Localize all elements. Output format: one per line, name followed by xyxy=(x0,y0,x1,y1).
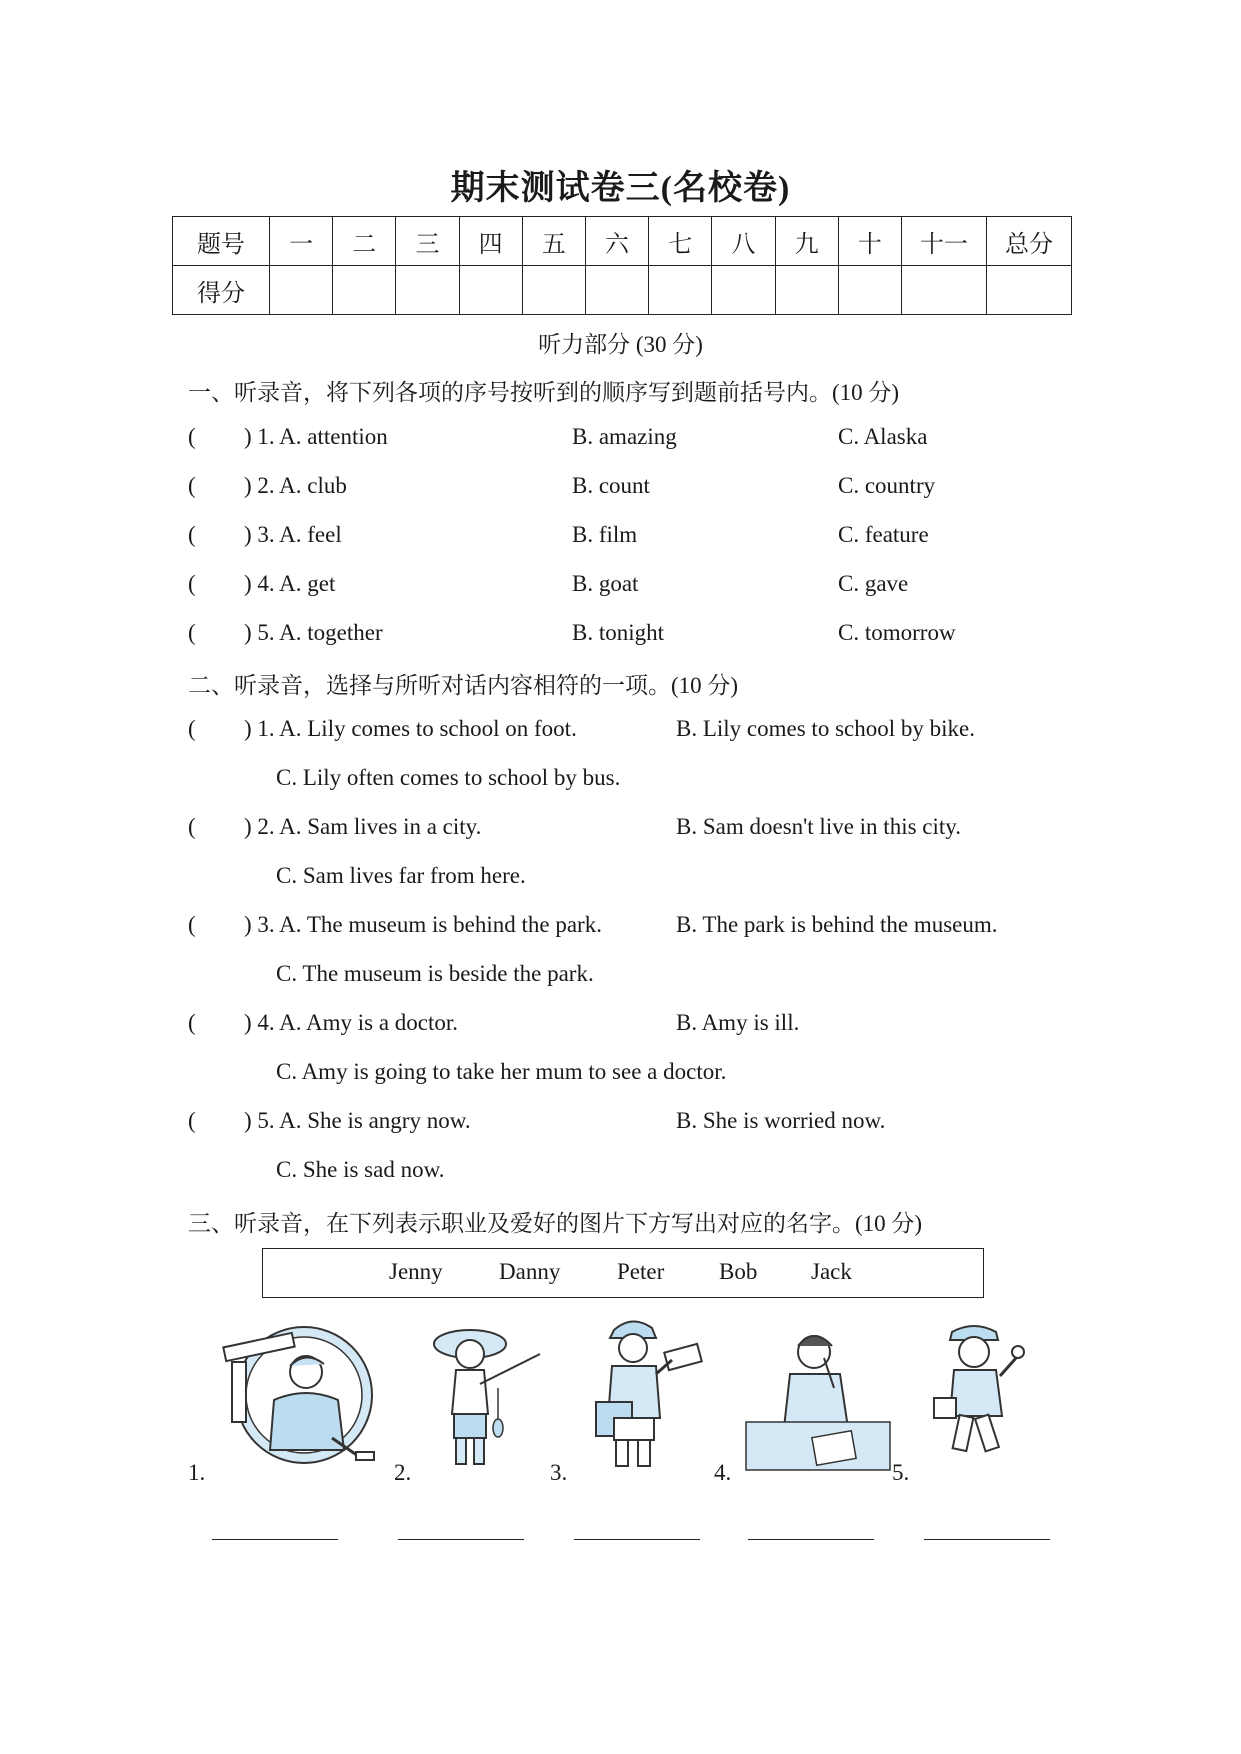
score-input-cell[interactable] xyxy=(649,266,712,315)
option-b: B. film xyxy=(572,522,638,547)
option-a: ) 3. A. The museum is behind the park. xyxy=(244,912,602,937)
table-cell: 七 xyxy=(649,217,712,266)
section3-heading: 三、听录音，在下列表示职业及爱好的图片下方写出对应的名字。(10 分) xyxy=(188,1211,923,1236)
answer-blank[interactable] xyxy=(398,1538,524,1540)
table-cell: 三 xyxy=(396,217,459,266)
answer-bracket[interactable]: ( xyxy=(188,1010,196,1035)
reporter-picture xyxy=(920,1312,1040,1472)
answer-bracket[interactable]: ( xyxy=(188,473,196,498)
name-word: Jack xyxy=(811,1259,852,1284)
option-c: C. Alaska xyxy=(838,424,928,449)
score-input-cell[interactable] xyxy=(270,266,333,315)
option-a: ) 4. A. Amy is a doctor. xyxy=(244,1010,459,1035)
table-cell: 九 xyxy=(775,217,838,266)
table-cell: 六 xyxy=(585,217,648,266)
score-input-cell[interactable] xyxy=(459,266,522,315)
option-a: ) 2. A. Sam lives in a city. xyxy=(244,814,482,839)
option-c: C. Lily often comes to school by bus. xyxy=(276,765,621,790)
table-cell: 十 xyxy=(838,217,901,266)
score-input-cell[interactable] xyxy=(522,266,585,315)
table-cell: 四 xyxy=(459,217,522,266)
option-b: B. Amy is ill. xyxy=(676,1010,800,1035)
answer-bracket[interactable]: ( xyxy=(188,424,196,449)
name-word: Jenny xyxy=(389,1259,443,1284)
score-input-cell[interactable] xyxy=(838,266,901,315)
name-word: Peter xyxy=(617,1259,665,1284)
score-table xyxy=(172,216,1072,315)
postman-picture xyxy=(576,1308,716,1474)
picture-number: 4. xyxy=(714,1460,732,1485)
table-cell: 十一 xyxy=(902,217,987,266)
name-word: Bob xyxy=(719,1259,758,1284)
score-table-score-row xyxy=(173,266,1072,315)
option-b: B. tonight xyxy=(572,620,665,645)
table-cell: 得分 xyxy=(173,266,270,315)
score-input-cell[interactable] xyxy=(333,266,396,315)
picture-number: 5. xyxy=(892,1460,910,1485)
picture-number: 3. xyxy=(550,1460,568,1485)
option-a: ) 2. A. club xyxy=(244,473,347,498)
score-table-header-row xyxy=(173,217,1072,266)
option-a: ) 1. A. attention xyxy=(244,424,388,449)
option-a: ) 5. A. together xyxy=(244,620,383,645)
table-cell: 五 xyxy=(522,217,585,266)
option-c: C. Sam lives far from here. xyxy=(276,863,526,888)
fishing-child-picture xyxy=(420,1314,550,1474)
receptionist-picture xyxy=(744,1318,892,1472)
option-b: B. Sam doesn't live in this city. xyxy=(676,814,962,839)
option-c: C. She is sad now. xyxy=(276,1157,445,1182)
option-a: ) 4. A. get xyxy=(244,571,336,596)
table-cell: 二 xyxy=(333,217,396,266)
page-title: 期末测试卷三(名校卷) xyxy=(450,170,791,207)
score-input-cell[interactable] xyxy=(585,266,648,315)
table-cell: 八 xyxy=(712,217,775,266)
score-input-cell[interactable] xyxy=(775,266,838,315)
option-a: ) 5. A. She is angry now. xyxy=(244,1108,471,1133)
table-cell: 题号 xyxy=(173,217,270,266)
answer-blank[interactable] xyxy=(924,1538,1050,1540)
option-b: B. goat xyxy=(572,571,639,596)
section1-heading: 一、听录音，将下列各项的序号按听到的顺序写到题前括号内。(10 分) xyxy=(188,380,900,405)
answer-blank[interactable] xyxy=(748,1538,874,1540)
score-input-cell[interactable] xyxy=(902,266,987,315)
option-c: C. Amy is going to take her mum to see a doctor. xyxy=(276,1059,727,1084)
answer-bracket[interactable]: ( xyxy=(188,522,196,547)
score-input-cell[interactable] xyxy=(987,266,1072,315)
answer-bracket[interactable]: ( xyxy=(188,620,196,645)
option-b: B. The park is behind the museum. xyxy=(676,912,998,937)
name-word: Danny xyxy=(499,1259,561,1284)
option-c: C. The museum is beside the park. xyxy=(276,961,594,986)
table-cell: 一 xyxy=(270,217,333,266)
carpenter-picture xyxy=(214,1320,384,1480)
answer-bracket[interactable]: ( xyxy=(188,912,196,937)
answer-bracket[interactable]: ( xyxy=(188,571,196,596)
option-b: B. count xyxy=(572,473,650,498)
picture-number: 1. xyxy=(188,1460,206,1485)
option-b: B. amazing xyxy=(572,424,677,449)
option-b: B. She is worried now. xyxy=(676,1108,886,1133)
option-c: C. gave xyxy=(838,571,909,596)
option-a: ) 3. A. feel xyxy=(244,522,342,547)
option-b: B. Lily comes to school by bike. xyxy=(676,716,975,741)
answer-blank[interactable] xyxy=(574,1538,700,1540)
option-c: C. country xyxy=(838,473,936,498)
name-bank-box xyxy=(262,1248,984,1298)
answer-bracket[interactable]: ( xyxy=(188,716,196,741)
option-a: ) 1. A. Lily comes to school on foot. xyxy=(244,716,577,741)
option-c: C. tomorrow xyxy=(838,620,956,645)
answer-bracket[interactable]: ( xyxy=(188,1108,196,1133)
answer-blank[interactable] xyxy=(212,1538,338,1540)
section2-heading: 二、听录音，选择与所听对话内容相符的一项。(10 分) xyxy=(188,673,739,698)
score-input-cell[interactable] xyxy=(712,266,775,315)
answer-bracket[interactable]: ( xyxy=(188,814,196,839)
table-cell: 总分 xyxy=(987,217,1072,266)
score-input-cell[interactable] xyxy=(396,266,459,315)
option-c: C. feature xyxy=(838,522,929,547)
picture-number: 2. xyxy=(394,1460,412,1485)
listening-header: 听力部分 (30 分) xyxy=(538,332,703,357)
